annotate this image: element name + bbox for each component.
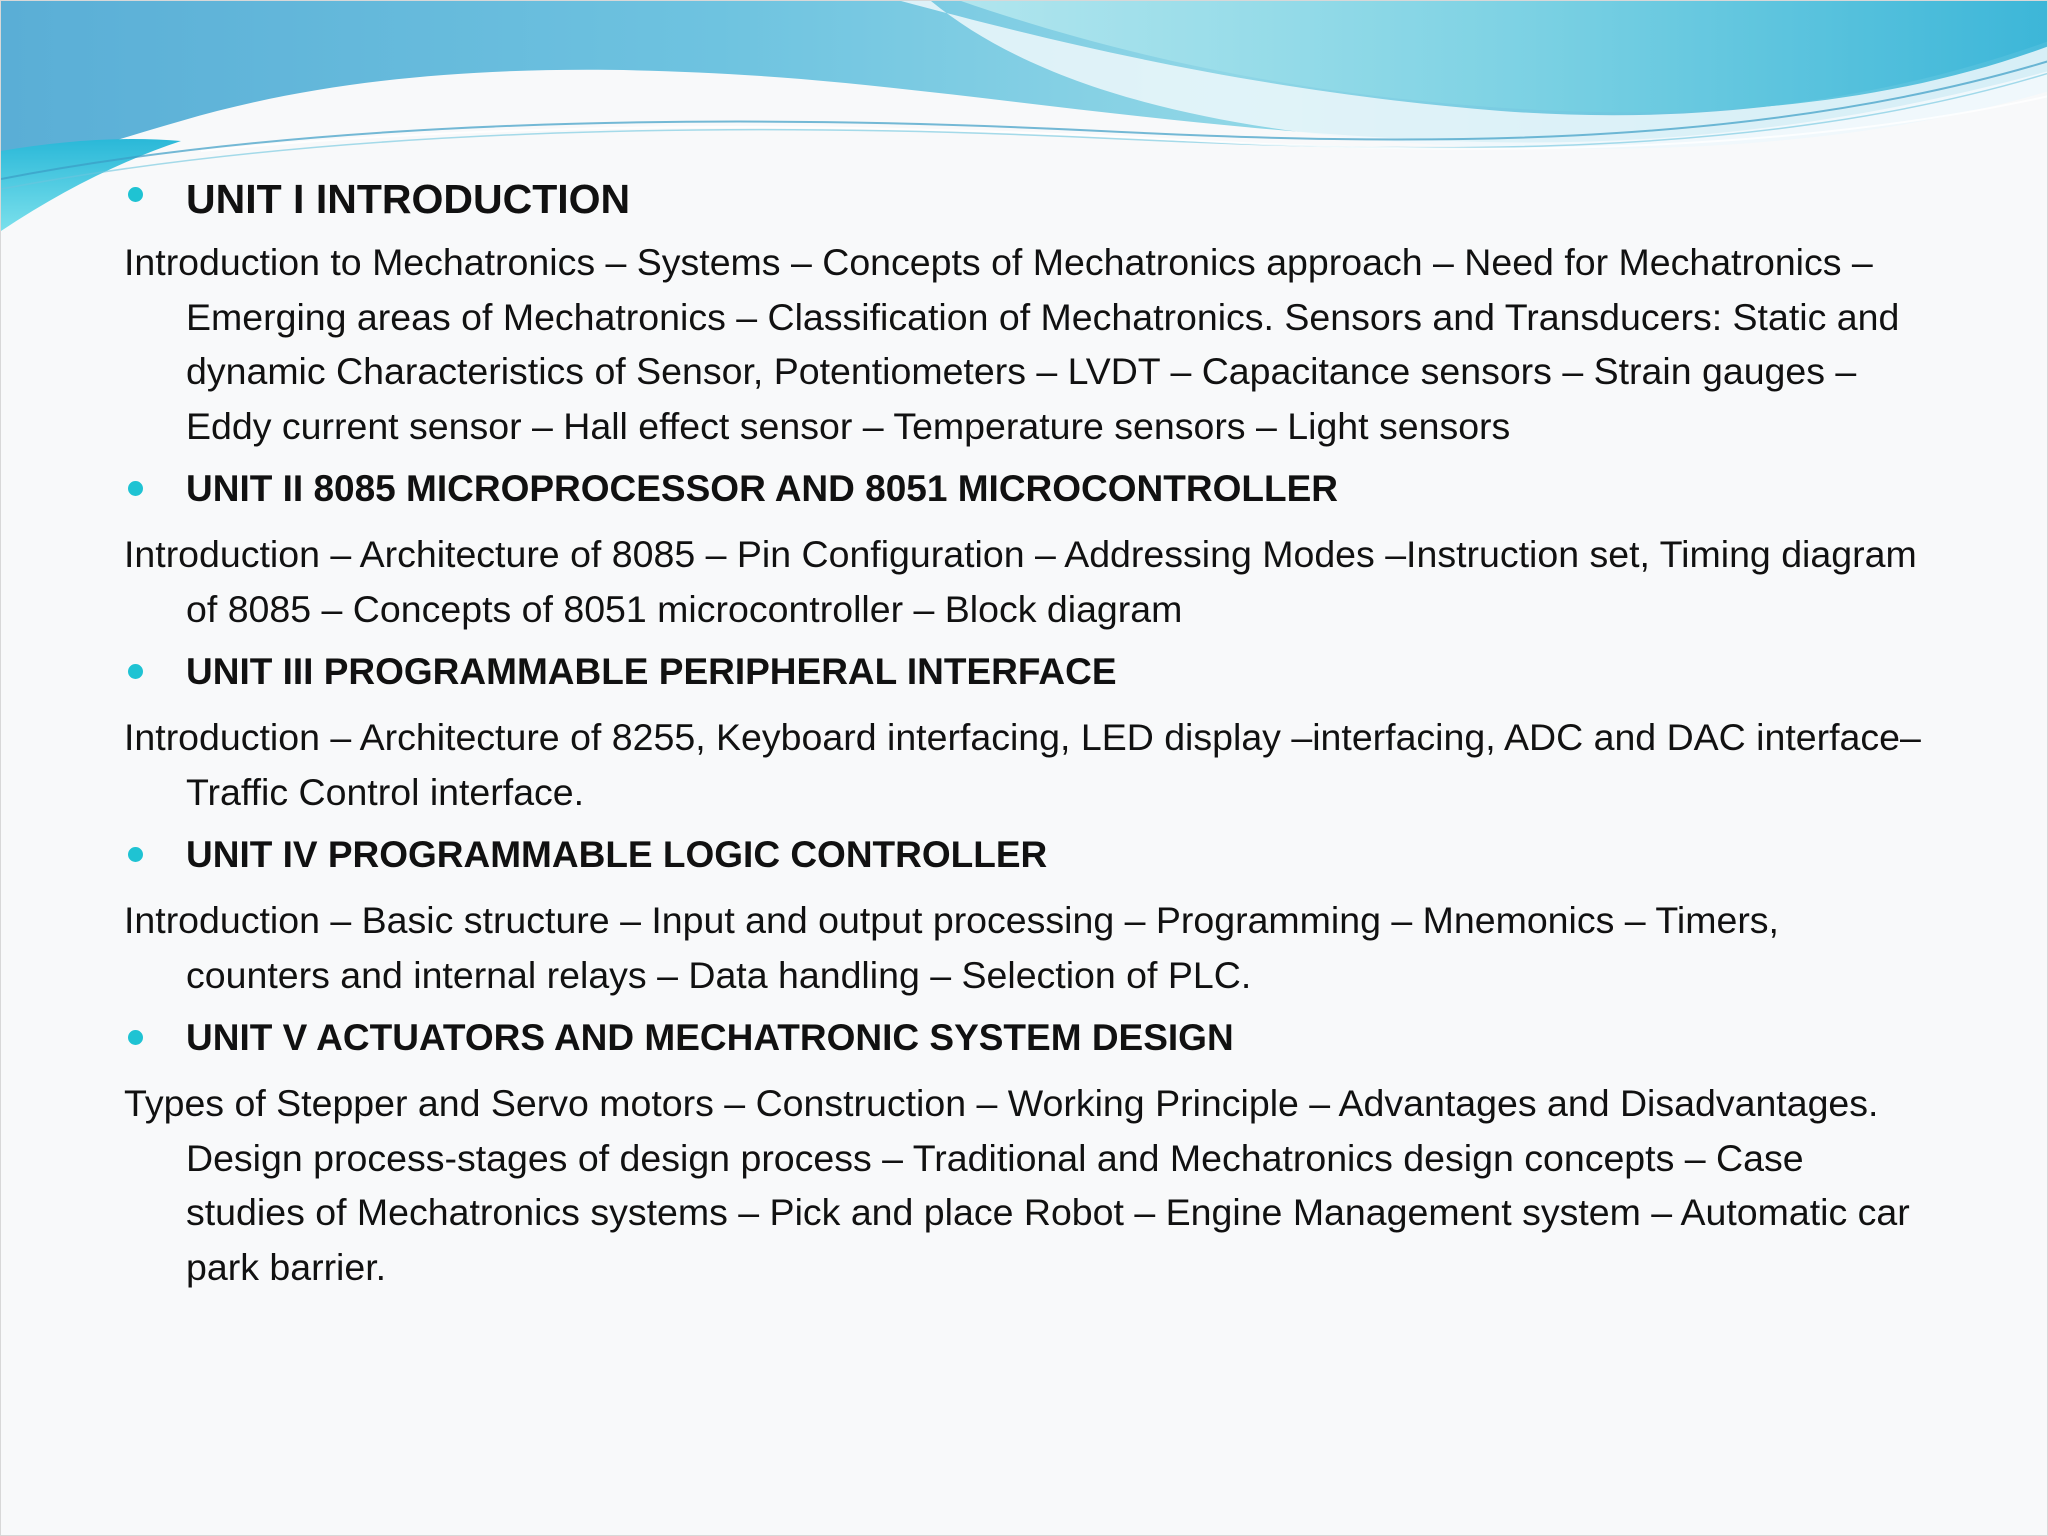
unit-5-description: Types of Stepper and Servo motors – Construction – Working Principle – Advantages and Disadvantages. Design process-stages of design process – Traditional and Mechatronics design concepts – Case studies of Mechatronics systems – Pick and place Robot – Engine Management system – Automatic car park barrier. <box>124 1082 1910 1288</box>
bullet-icon <box>128 847 143 862</box>
unit-3 <box>124 646 1924 819</box>
unit-5 <box>124 1012 1924 1294</box>
unit-1 <box>124 171 1924 453</box>
unit-2-description: Introduction – Architecture of 8085 – Pin Configuration – Addressing Modes –Instruction set, Timing diagram of 8085 – Concepts of 8051 microcontroller – Block diagram <box>124 533 1917 630</box>
unit-1-heading <box>124 171 1924 227</box>
bullet-icon <box>128 187 143 202</box>
unit-2 <box>124 463 1924 636</box>
bullet-icon <box>128 481 143 496</box>
syllabus-content <box>124 171 1924 1304</box>
unit-5-heading <box>124 1012 1924 1064</box>
unit-2-heading <box>124 463 1924 515</box>
unit-3-description: Introduction – Architecture of 8255, Keyboard interfacing, LED display –interfacing, ADC and DAC interface– Traffic Control interface. <box>124 716 1921 813</box>
unit-5-title: UNIT V ACTUATORS AND MECHATRONIC SYSTEM DESIGN <box>186 1017 1234 1058</box>
unit-3-heading <box>124 646 1924 698</box>
unit-3-title: UNIT III PROGRAMMABLE PERIPHERAL INTERFACE <box>186 651 1117 692</box>
unit-4 <box>124 829 1924 1002</box>
bullet-icon <box>128 1030 143 1045</box>
unit-1-description: Introduction to Mechatronics – Systems – Concepts of Mechatronics approach – Need for Mechatronics – Emerging areas of Mechatronics – Classification of Mechatronics. Sensors and Transducers: Static and dynamic Characteristics of Sensor, Potentiometers – LVDT – Capacitance sensors – Strain gauges – Eddy current sensor – Hall effect sensor – Temperature sensors – Light sensors <box>124 241 1900 447</box>
unit-2-title: UNIT II 8085 MICROPROCESSOR AND 8051 MICROCONTROLLER <box>186 468 1338 509</box>
unit-4-title: UNIT IV PROGRAMMABLE LOGIC CONTROLLER <box>186 834 1048 875</box>
bullet-icon <box>128 664 143 679</box>
unit-1-title: UNIT I INTRODUCTION <box>186 176 631 222</box>
unit-4-heading <box>124 829 1924 881</box>
unit-4-description: Introduction – Basic structure – Input and output processing – Programming – Mnemonics – Timers, counters and internal relays – Data handling – Selection of PLC. <box>124 899 1779 996</box>
